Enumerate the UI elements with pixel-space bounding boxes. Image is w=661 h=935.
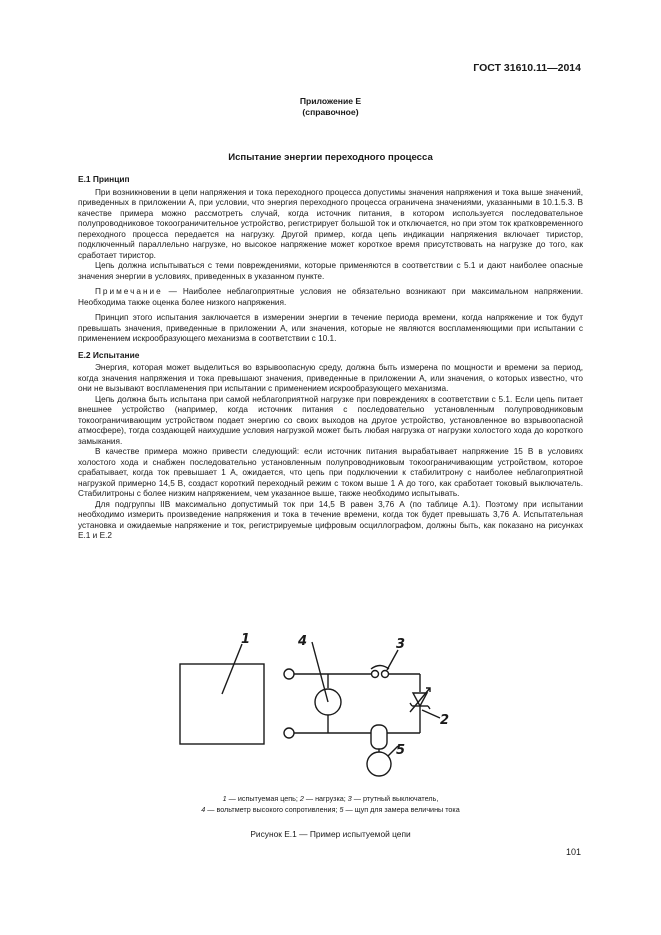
legend-num-5: 5: [339, 805, 344, 814]
annex-title: Приложение Е: [299, 96, 362, 106]
label-5: 5: [396, 743, 406, 758]
circuit-diagram: [170, 632, 470, 782]
legend-text-2: — нагрузка;: [303, 794, 348, 803]
standard-number: ГОСТ 31610.11—2014: [473, 62, 581, 74]
body-text: [78, 174, 583, 542]
label-4: 4: [298, 634, 308, 649]
note: [78, 287, 583, 308]
label-2: 2: [440, 713, 450, 728]
paragraph-e2-4: Для подгруппы IIB максимально допустимый ток при 14,5 В равен 3,76 А (по таблице А.1). Поэтому при испытании необходимо измерить произведение напряжения и тока в течение времени, когда ток будет превышать 3,76 А. Испытательная установка и ожидаемые напряжение и ток, регистрируемые цифровым осциллографом, должны быть, как показано на рисунках Е.1 и Е.2: [78, 499, 583, 540]
current-probe-clamp: [371, 725, 387, 749]
paragraph-e1-2: Цепь должна испытываться с теми повреждениями, которые применяются в соответствии с 5.1 и дают наиболее опасные значения энергии в условиях, приведенных в указанном пункте.: [78, 261, 583, 281]
paragraph-e2-1: Энергия, которая может выделиться во взрывоопасную среду, должна быть измерена по мощности и времени за период, когда значения напряжения и тока превышают значения, приведенные в приложении А, или значения, о которых известно, что они не вызывают воспламенения при испытании с применением искрообразующего механизма.: [78, 363, 583, 393]
note-text: — Наиболее неблагоприятные условия не обязательно возникают при максимальном напряжении. Необходима также оценка более низкого напряжения.: [78, 287, 583, 307]
label-1: 1: [241, 632, 251, 647]
paragraph-e2-2: Цепь должна быть испытана при самой неблагоприятной нагрузке при повреждениях в соответствии с 5.1. Если цепь питает внешнее устройство (например, когда источник питания с последовательно установленным полупроводниковым токоограничивающим устройством подает энергию со своих выходов на другое устройство, установленное во взрывоопасной атмосфере), тогда создающей наихудшие условия нагрузкой может быть любая нагрузка от нагрузки холостого хода до короткого замыкания.: [78, 394, 583, 446]
annex-subtitle: (справочное): [302, 107, 359, 117]
legend-num-1: 1: [222, 794, 227, 803]
figure-title: Рисунок Е.1 — Пример испытуемой цепи: [250, 829, 411, 839]
heading-e1: Е.1 Принцип: [78, 174, 130, 184]
paragraph-e2-3: В качестве примера можно привести следующий: если источник питания вырабатывает напряжение 15 В в условиях холостого хода и снабжен последовательно установленным полупроводниковым токоограничивающим устройством, которое срабатывает, когда ток превышает 1 А, ожидается, что цепь при подключении к стабилитрону с наиболее неблагоприятной нагрузкой примерно 14,5 В, создаст короткий переходный режим с током выше 1 А до того, как сработает токовый выключатель. Стабилитроны с более низким напряжением, чем указанное выше, также необходимо испытывать.: [78, 447, 583, 498]
leader-line-2: [422, 710, 440, 718]
legend-num-2: 2: [299, 794, 304, 803]
heading-e2: Е.2 Испытание: [78, 349, 140, 360]
terminal-top: [284, 669, 294, 679]
tested-circuit-box: [180, 664, 264, 744]
page-number: 101: [565, 847, 581, 857]
paragraph-e1-3: Принцип этого испытания заключается в измерении энергии в течение периода времени, когда напряжение и ток будут превышать значения, приведенные в приложении А, или значения, которые не являются воспламеняющими при испытании с применением искрообразующего механизма в соответствии с 10.1.: [78, 313, 583, 343]
legend-text-5: — щуп для замера величины тока: [343, 805, 460, 814]
figure-legend-line-1: [0, 794, 661, 805]
mercury-switch-arm: [371, 666, 389, 670]
figure-legend-line-2: [0, 805, 661, 816]
current-probe: [367, 752, 391, 776]
legend-text-3: — ртутный выключатель,: [351, 794, 439, 803]
mercury-switch-contact-right: [382, 671, 389, 678]
legend-text-1: — испытуемая цепь;: [226, 794, 300, 803]
note-label: Примечание: [95, 287, 163, 296]
section-title: Испытание энергии переходного процесса: [228, 152, 433, 163]
legend-text-4: — вольтметр высокого сопротивления;: [205, 805, 340, 814]
leader-line-3: [387, 650, 398, 670]
mercury-switch-contact-left: [372, 671, 379, 678]
paragraph-e1-1: При возникновении в цепи напряжения и тока переходного процесса допустимы значения напряжения и тока выше значений, приведенных в приложении А, при условии, что энергия переходного процесса ограничена значениями, указанными в 10.1.5.3. В качестве примера можно рассмотреть случай, когда источник питания, в котором используется последовательное полупроводниковое токоограничительное устройство, регистрирует большой ток и отключается, но при этом ток кратковременного переходного процесса передается на нагрузку. Другой пример, когда цепь индикации напряжения включает тиристор, подключенный параллельно нагрузке, но высокое напряжение может короткое время присутствовать на нагрузке до того, как сработает тиристор.: [78, 187, 583, 260]
label-3: 3: [396, 637, 406, 652]
terminal-bottom: [284, 728, 294, 738]
legend-num-3: 3: [347, 794, 352, 803]
legend-num-4: 4: [201, 805, 206, 814]
